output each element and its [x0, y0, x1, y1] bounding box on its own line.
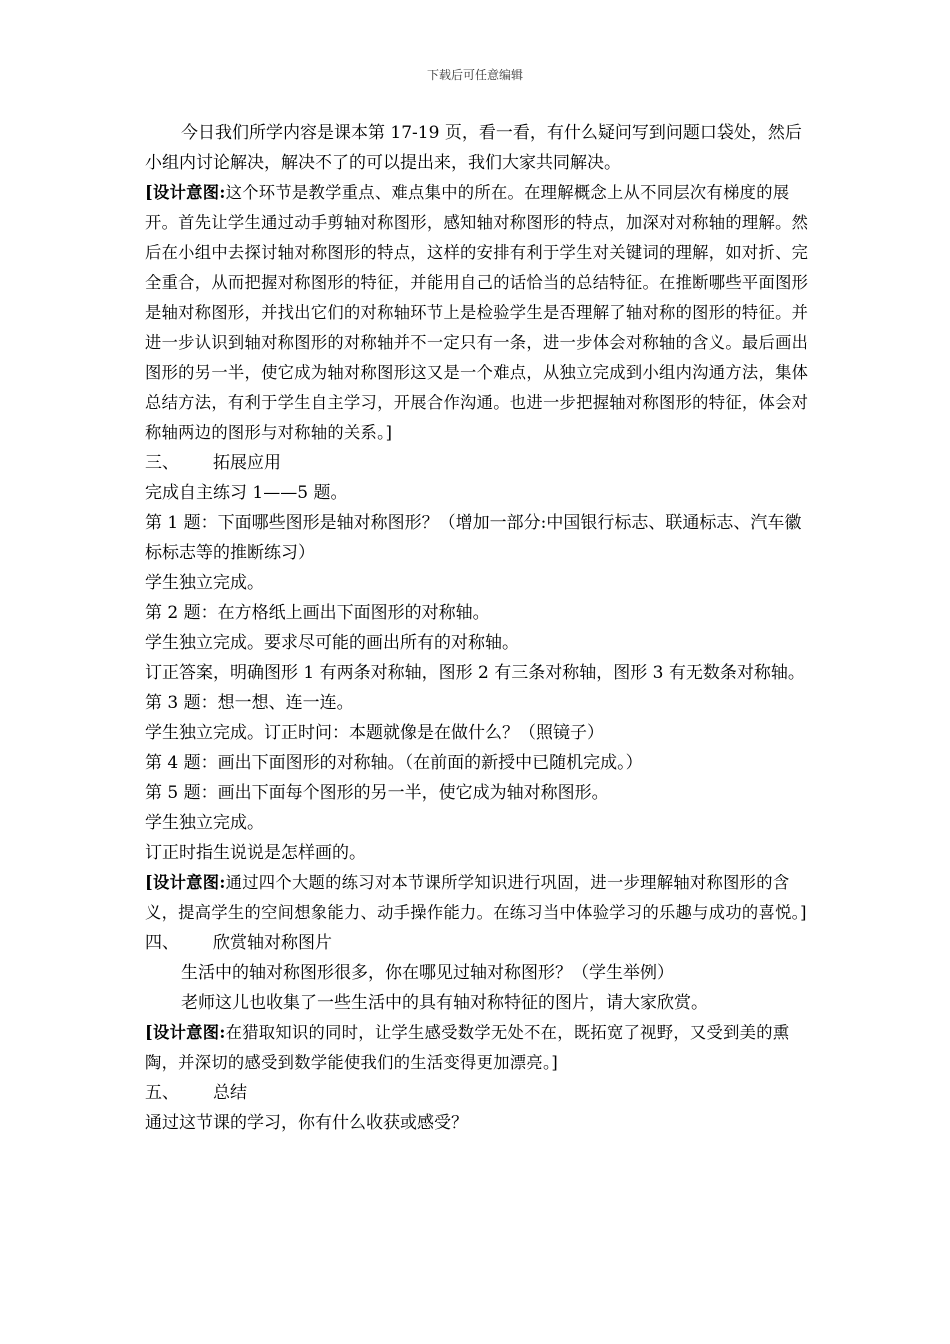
section-number: 五、: [145, 1083, 179, 1103]
design-intent-label: [设计意图:: [145, 873, 226, 892]
section-number: 四、: [145, 933, 179, 953]
design-intent-text: 在猎取知识的同时，让学生感受数学无处不在，既拓宽了视野，又受到美的熏陶，并深切的感受到数学能使我们的生活变得更加漂亮。]: [145, 1023, 790, 1072]
design-intent-2: [145, 868, 813, 928]
exercise-line: 第 4 题：画出下面图形的对称轴。（在前面的新授中已随机完成。）: [145, 753, 643, 773]
design-intent-text: 这个环节是教学重点、难点集中的所在。在理解概念上从不同层次有梯度的展开。首先让学生通过动手剪轴对称图形，感知轴对称图形的特点，加深对对称轴的理解。然后在小组中去探讨轴对称图形的特点，这样的安排有利于学生对关键词的理解，如对折、完全重合，从而把握对称图形的特征，并能用自己的话恰当的总结特征。在推断哪些平面图形是轴对称图形，并找出它们的对称轴环节上是检验学生是否理解了轴对称的图形的特征。并进一步认识到轴对称图形的对称轴并不一定只有一条，进一步体会对称轴的含义。最后画出图形的另一半，使它成为轴对称图形这又是一个难点，从独立完成到小组内沟通方法，集体总结方法，有利于学生自主学习，开展合作沟通。也进一步把握轴对称图形的特征，体会对称轴两边的图形与对称轴的关系。]: [145, 183, 809, 442]
exercise-line: 学生独立完成。: [145, 573, 264, 593]
exercise-line: 订正答案，明确图形 1 有两条对称轴，图形 2 有三条对称轴，图形 3 有无数条对称轴。: [145, 663, 805, 683]
exercise-line: 学生独立完成。要求尽可能的画出所有的对称轴。: [145, 633, 519, 653]
exercise-line: 第 5 题：画出下面每个图形的另一半，使它成为轴对称图形。: [145, 783, 609, 803]
body-paragraph: 生活中的轴对称图形很多，你在哪见过轴对称图形？（学生举例）: [181, 963, 674, 983]
exercise-line: 学生独立完成。: [145, 813, 264, 833]
design-intent-1: [145, 178, 813, 448]
document-body: [145, 118, 813, 1138]
intro-paragraph: 今日我们所学内容是课本第 17-19 页，看一看，有什么疑问写到问题口袋处，然后小组内讨论解决，解决不了的可以提出来，我们大家共同解决。: [145, 123, 802, 173]
design-intent-text: 通过四个大题的练习对本节课所学知识进行巩固，进一步理解轴对称图形的含义，提高学生的空间想象能力、动手操作能力。在练习当中体验学习的乐趣与成功的喜悦。]: [145, 873, 807, 922]
section-title: 欣赏轴对称图片: [213, 933, 332, 953]
page-header: 下载后可任意编辑: [426, 68, 523, 82]
section-4-heading: [145, 928, 813, 958]
design-intent-label: [设计意图:: [145, 183, 226, 202]
exercise-line: 第 3 题：想一想、连一连。: [145, 693, 354, 713]
section-5-heading: [145, 1078, 813, 1108]
exercise-line: 学生独立完成。订正时问：本题就像是在做什么？（照镜子）: [145, 723, 604, 743]
body-paragraph: 老师这儿也收集了一些生活中的具有轴对称特征的图片，请大家欣赏。: [181, 993, 708, 1013]
section-3-heading: [145, 448, 813, 478]
exercise-line: 第 2 题：在方格纸上画出下面图形的对称轴。: [145, 603, 490, 623]
design-intent-label: [设计意图:: [145, 1023, 226, 1042]
section-number: 三、: [145, 453, 179, 473]
design-intent-3: [145, 1018, 813, 1078]
exercise-line: 完成自主练习 1——5 题。: [145, 483, 348, 503]
exercise-line: 订正时指生说说是怎样画的。: [145, 843, 366, 863]
section-title: 拓展应用: [213, 453, 281, 473]
body-paragraph: 通过这节课的学习，你有什么收获或感受？: [145, 1113, 468, 1133]
exercise-line: 第 1 题：下面哪些图形是轴对称图形？（增加一部分:中国银行标志、联通标志、汽车徽标标志等的推断练习）: [145, 513, 802, 563]
section-title: 总结: [213, 1083, 247, 1103]
